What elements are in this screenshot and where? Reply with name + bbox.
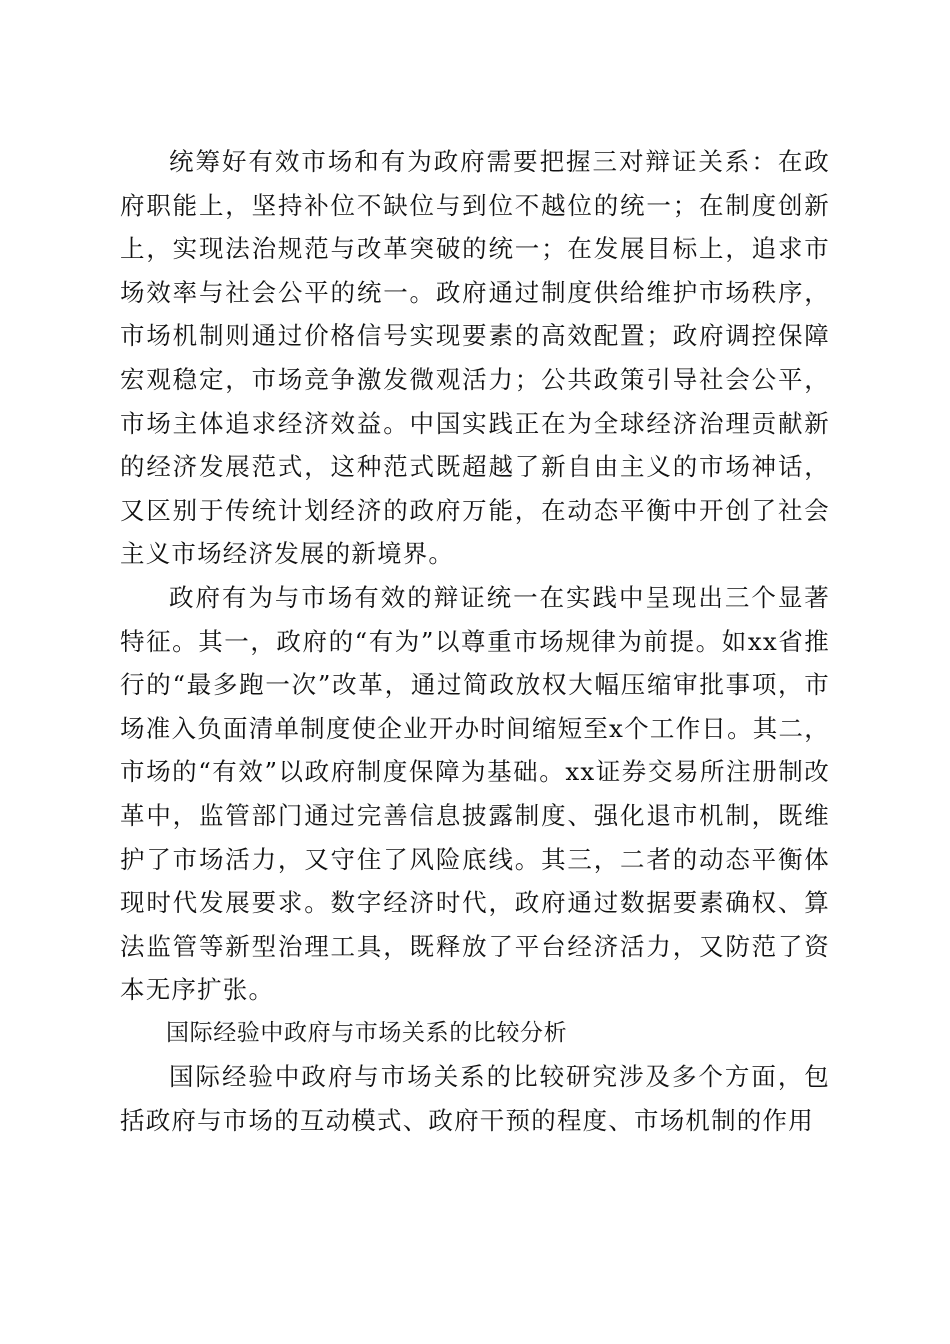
section-heading: 国际经验中政府与市场关系的比较分析 — [166, 1019, 568, 1046]
paragraph-international-comparison: 国际经验中政府与市场关系的比较研究涉及多个方面，包括政府与市场的互动模式、政府干预的程度、市场机制的作用 — [120, 1062, 830, 1136]
paragraph-dialectical-relations: 统筹好有效市场和有为政府需要把握三对辩证关系：在政府职能上，坚持补位不缺位与到位不越位的统一；在制度创新上，实现法治规范与改革突破的统一；在发展目标上，追求市场效率与社会公平的统一。政府通过制度供给维护市场秩序，市场机制则通过价格信号实现要素的高效配置；政府调控保障宏观稳定，市场竞争激发微观活力；公共政策引导社会公平，市场主体追求经济效益。中国实践正在为全球经济治理贡献新的经济发展范式，这种范式既超越了新自由主义的市场神话，又区别于传统计划经济的政府万能，在动态平衡中开创了社会主义市场经济发展的新境界。 — [120, 147, 830, 569]
paragraph-three-features: 政府有为与市场有效的辩证统一在实践中呈现出三个显著特征。其一，政府的“有为”以尊重市场规律为前提。如xx省推行的“最多跑一次”改革，通过简政放权大幅压缩审批事项，市场准入负面清单制度使企业开办时间缩短至x个工作日。其二，市场的“有效”以政府制度保障为基础。xx证券交易所注册制改革中，监管部门通过完善信息披露制度、强化退市机制，既维护了市场活力，又守住了风险底线。其三，二者的动态平衡体现时代发展要求。数字经济时代，政府通过数据要素确权、算法监管等新型治理工具，既释放了平台经济活力，又防范了资本无序扩张。 — [120, 582, 830, 1005]
document-body — [120, 140, 830, 1143]
